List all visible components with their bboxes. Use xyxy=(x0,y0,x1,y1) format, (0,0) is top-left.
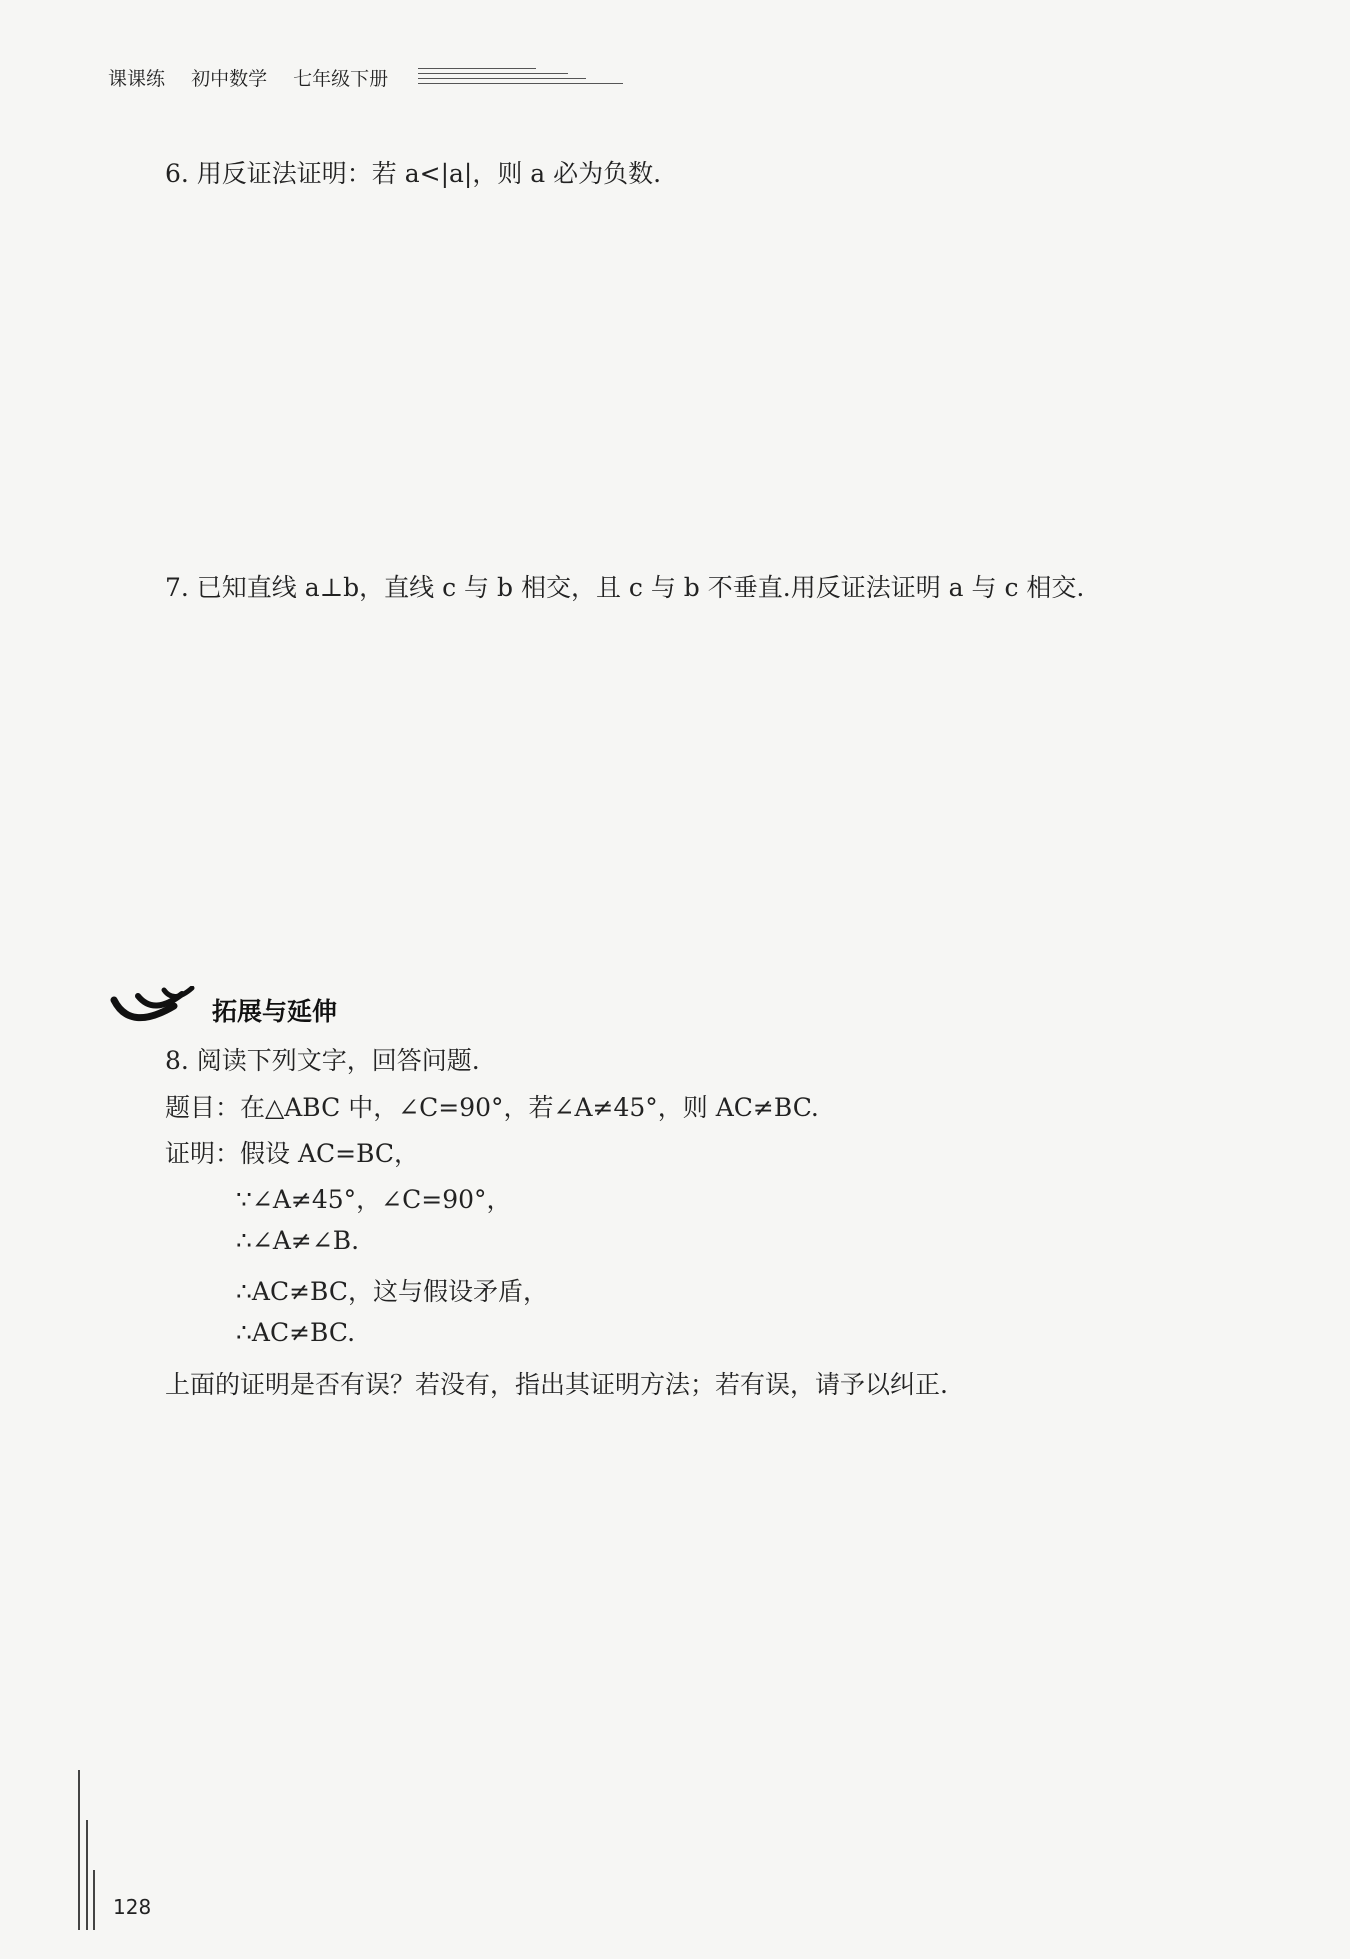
header-decorative-rules xyxy=(418,66,623,86)
proof-step-3: ∴AC≠BC，这与假设矛盾， xyxy=(236,1277,549,1306)
running-header xyxy=(108,64,408,91)
page-number: 128 xyxy=(113,1895,152,1919)
proof-step-1: ∵∠A≠45°，∠C=90°， xyxy=(236,1185,512,1214)
question-8-task: 上面的证明是否有误？若没有，指出其证明方法；若有误，请予以纠正. xyxy=(165,1370,948,1399)
section-title: 拓展与延伸 xyxy=(212,997,338,1026)
proof-step-4: ∴AC≠BC. xyxy=(236,1318,356,1347)
section-swoosh-icon xyxy=(108,986,208,1030)
book-series: 课课练 xyxy=(108,68,166,90)
question-8-intro: 8. 阅读下列文字，回答问题. xyxy=(165,1046,480,1075)
proof-step-2: ∴∠A≠∠B. xyxy=(236,1226,360,1255)
proof-start: 证明：假设 AC=BC， xyxy=(165,1139,420,1168)
question-7: 7. 已知直线 a⊥b，直线 c 与 b 相交，且 c 与 b 不垂直.用反证法证明 a 与 c 相交. xyxy=(165,573,1085,602)
book-subject: 初中数学 xyxy=(191,68,268,90)
book-grade: 七年级下册 xyxy=(293,68,389,90)
question-8-problem: 题目：在△ABC 中，∠C=90°，若∠A≠45°，则 AC≠BC. xyxy=(165,1093,819,1122)
page-margin-rules xyxy=(78,1770,98,1930)
question-6: 6. 用反证法证明：若 a<|a|，则 a 必为负数. xyxy=(165,159,662,188)
